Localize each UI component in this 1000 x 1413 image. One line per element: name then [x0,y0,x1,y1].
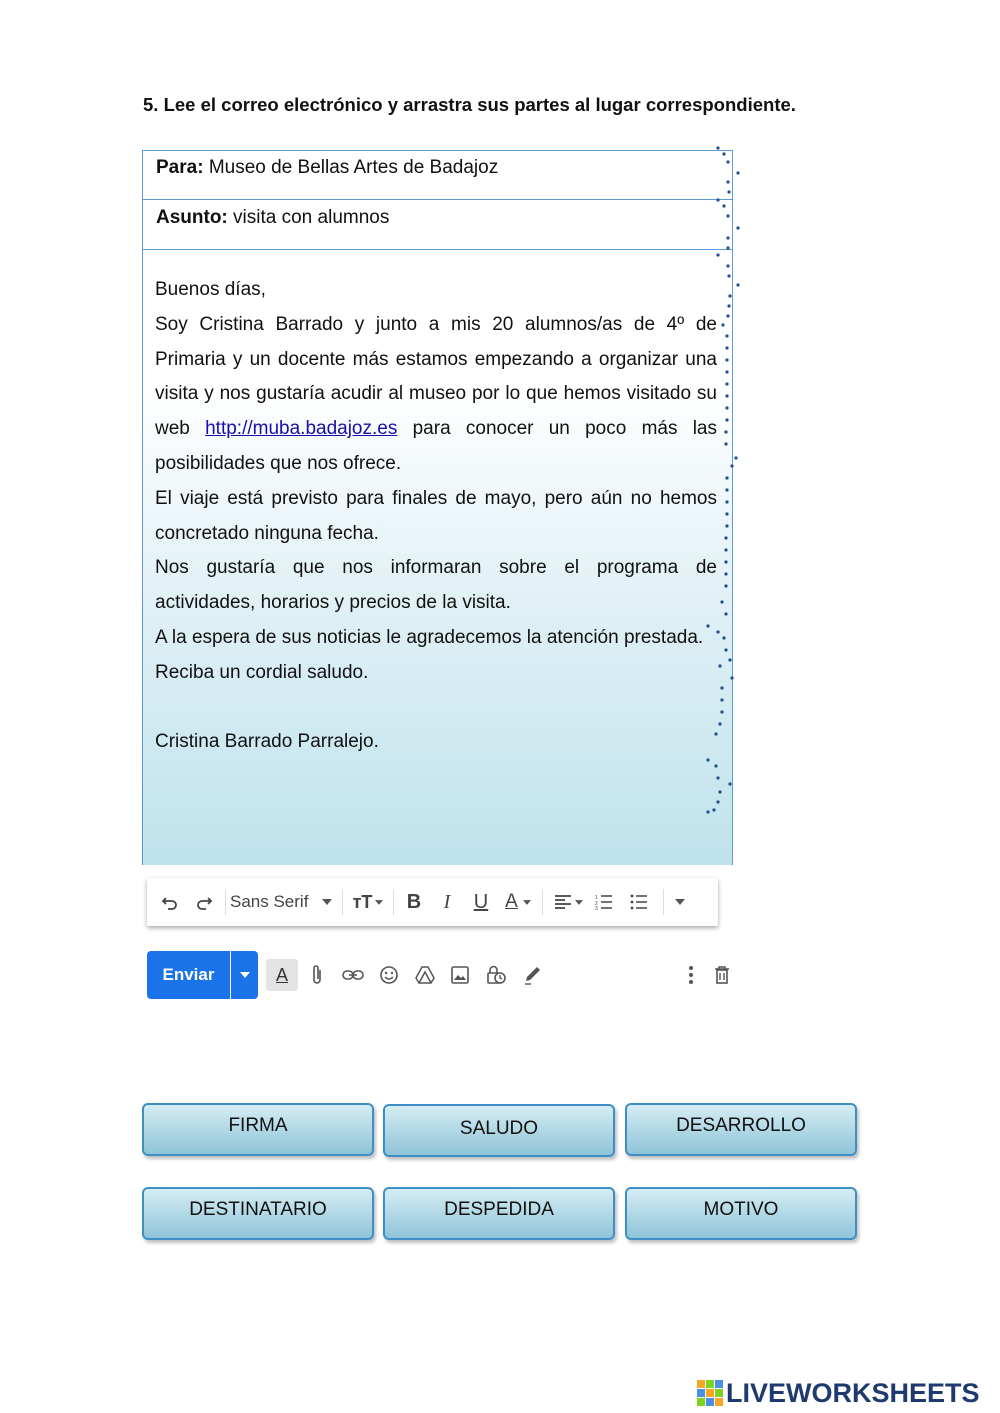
svg-text:2: 2 [595,901,598,907]
instruction-text: 5. Lee el correo electrónico y arrastra sus partes al lugar correspondiente. [143,94,796,115]
bold-icon[interactable]: B [406,890,422,913]
font-family-label: Sans Serif [230,892,309,911]
font-family-select[interactable] [230,878,338,926]
undo-icon[interactable] [153,878,187,926]
body-paragraph-4: A la espera de sus noticias le agradecemos la atención prestada. [155,626,704,648]
send-button[interactable]: Enviar [147,951,230,999]
photo-icon[interactable] [444,959,476,991]
greeting-text: Buenos días, [155,279,266,300]
redo-icon[interactable] [187,878,221,926]
answer-chip-despedida[interactable]: DESPEDIDA [383,1187,615,1240]
to-value: Museo de Bellas Artes de Badajoz [208,157,499,178]
svg-text:3: 3 [595,906,598,910]
formatting-options-icon[interactable]: A [266,959,298,991]
museum-link[interactable]: http://muba.badajoz.es [205,418,398,440]
body-paragraph-2: El viaje está previsto para finales de mayo, pero aún no hemos concretado ninguna fecha. [155,487,717,544]
more-options-icon[interactable] [675,959,707,991]
subject-value: visita con alumnos [233,207,390,228]
confidential-icon[interactable] [480,959,512,991]
answer-chip-saludo[interactable]: SALUDO [383,1104,615,1157]
align-icon[interactable] [547,878,589,926]
answer-chip-firma[interactable]: FIRMA [142,1103,374,1156]
liveworksheets-logo-icon [697,1380,723,1406]
closing-text: Reciba un cordial saludo. [155,661,369,683]
underline-icon[interactable]: U [473,890,489,913]
drive-icon[interactable] [409,959,441,991]
answer-chip-desarrollo[interactable]: DESARROLLO [625,1103,857,1156]
to-label: Para: [156,157,204,178]
formatting-toolbar [147,878,718,926]
attach-icon[interactable] [301,959,333,991]
body-paragraph-1: Soy Cristina Barrado y junto a mis 20 alumnos/as de 4º de Primaria y un docente más estamos empezando a organizar una visita y nos gustaría acudir al museo por lo que hemos visitado su web http://muba.badajoz.es para conocer un poco más las posibilidades que nos ofrece. [155,313,717,474]
more-formatting-icon[interactable] [668,878,692,926]
liveworksheets-logo [697,1376,980,1410]
subject-label: Asunto: [156,207,228,228]
text-color-icon[interactable]: A [498,878,538,926]
italic-icon[interactable]: I [443,890,451,913]
font-size-icon[interactable]: тT [347,878,389,926]
answer-chip-destinatario[interactable]: DESTINATARIO [142,1187,374,1240]
emoji-icon[interactable] [373,959,405,991]
chevron-down-icon [322,899,332,905]
to-field[interactable] [143,151,732,200]
liveworksheets-brand-text: LIVEWORKSHEETS [726,1377,980,1408]
send-bar [147,951,737,999]
link-icon[interactable] [337,959,369,991]
signature-text: Cristina Barrado Parralejo. [155,731,379,753]
answer-chip-motivo[interactable]: MOTIVO [625,1187,857,1240]
chevron-down-icon [240,972,250,978]
trash-icon[interactable] [706,959,738,991]
svg-text:1: 1 [595,895,598,901]
subject-field[interactable] [143,201,732,250]
drop-zone-dotted-edge [700,140,750,820]
email-compose-panel [142,150,733,865]
body-paragraph-3: Nos gustaría que nos informaran sobre el programa de actividades, horarios y precios de la visita. [155,557,717,614]
numbered-list-icon[interactable] [589,878,619,926]
email-body[interactable] [155,273,717,760]
signature-icon[interactable] [516,959,548,991]
bulleted-list-icon[interactable] [619,878,659,926]
send-options-button[interactable] [231,951,258,999]
